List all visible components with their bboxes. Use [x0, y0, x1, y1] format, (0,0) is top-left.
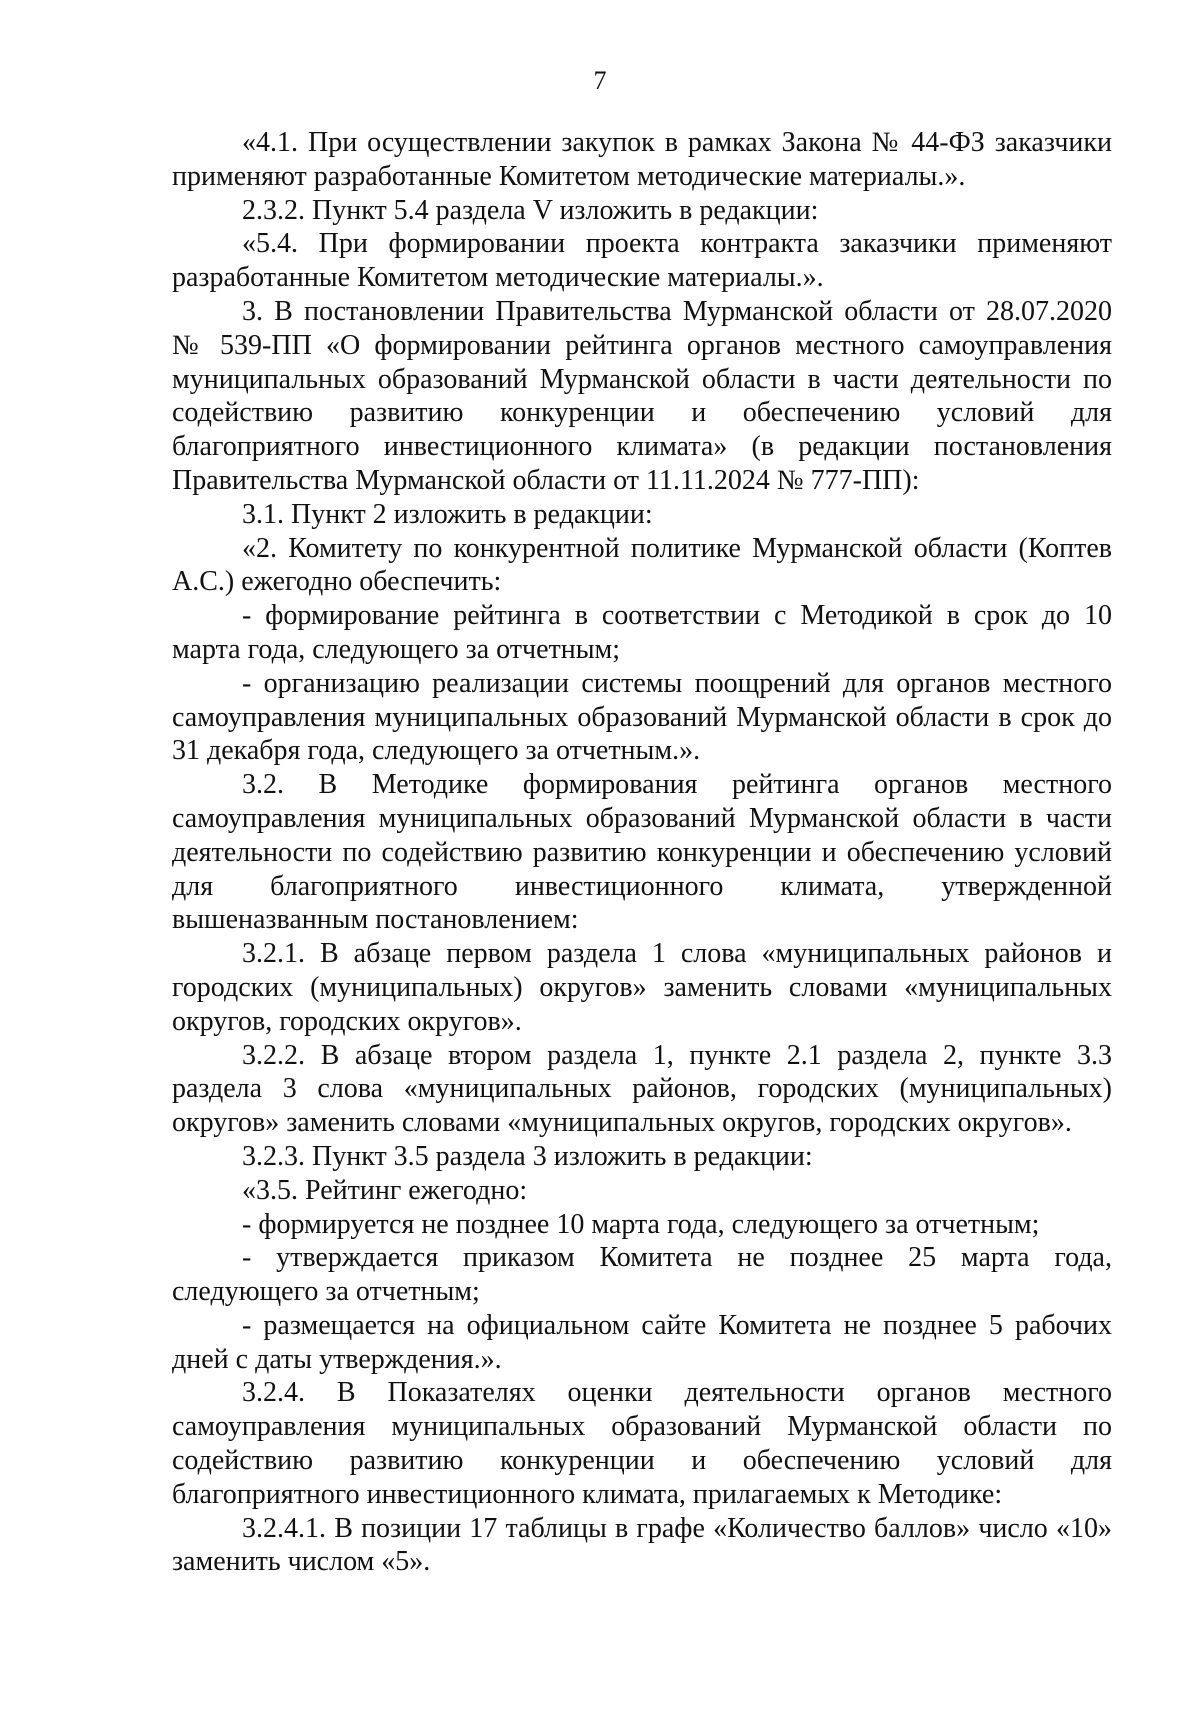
paragraph: «5.4. При формировании проекта контракта заказчики применяют разработанные Комитетом методические материалы.». — [172, 228, 1112, 294]
paragraph: 3.2.3. Пункт 3.5 раздела 3 изложить в редакции: — [242, 1140, 813, 1172]
paragraph: - формирование рейтинга в соответствии с Методикой в срок до 10 марта года, следующего за отчетным; — [172, 600, 1112, 665]
page-number: 7 — [593, 66, 607, 95]
paragraph: «2. Комитету по конкурентной политике Мурманской области (Коптев А.С.) ежегодно обеспечить: — [172, 532, 1112, 598]
paragraph: 3. В постановлении Правительства Мурманской области от 28.07.2020 № 539-ПП «О формировании рейтинга органов местного самоуправления муниципальных образований Мурманской области в части деятельности по содействию развитию конкуренции и обеспечению условий для благоприятного инвестиционного климата» (в редакции постановления Правительства Мурманской области от 11.11.2024 № 777-ПП): — [172, 295, 1112, 496]
paragraph: - утверждается приказом Комитета не позднее 25 марта года, следующего за отчетным; — [172, 1242, 1112, 1308]
paragraph: - формируется не позднее 10 марта года, следующего за отчетным; — [242, 1208, 1040, 1240]
paragraph: «3.5. Рейтинг ежегодно: — [242, 1174, 528, 1206]
paragraph: «4.1. При осуществлении закупок в рамках Закона № 44-ФЗ заказчики применяют разработанные Комитетом методические материалы.». — [172, 127, 1112, 192]
paragraph: - размещается на официальном сайте Комитета не позднее 5 рабочих дней с даты утверждения.». — [172, 1309, 1112, 1375]
document-body — [172, 126, 1112, 1579]
paragraph: - организацию реализации системы поощрений для органов местного самоуправления муниципальных образований Мурманской области в срок до 31 декабря года, следующего за отчетным.». — [172, 667, 1112, 767]
paragraph: 3.2.4. В Показателях оценки деятельности органов местного самоуправления муниципальных образований Мурманской области по содействию развитию конкуренции и обеспечению условий для благоприятного инвестиционного климата, прилагаемых к Методике: — [172, 1377, 1112, 1510]
paragraph: 3.2.2. В абзаце втором раздела 1, пункте 2.1 раздела 2, пункте 3.3 раздела 3 слова «муниципальных районов, городских (муниципальных) округов» заменить словами «муниципальных округов, городских округов». — [172, 1039, 1112, 1139]
paragraph: 3.2. В Методике формирования рейтинга органов местного самоуправления муниципальных образований Мурманской области в части деятельности по содействию развитию конкуренции и обеспечению условий для благоприятного инвестиционного климата, утвержденной вышеназванным постановлением: — [172, 769, 1112, 936]
paragraph: 3.2.1. В абзаце первом раздела 1 слова «муниципальных районов и городских (муниципальных) округов» заменить словами «муниципальных округов, городских округов». — [172, 938, 1112, 1037]
paragraph: 2.3.2. Пункт 5.4 раздела V изложить в редакции: — [242, 194, 819, 226]
paragraph: 3.2.4.1. В позиции 17 таблицы в графе «Количество баллов» число «10» заменить числом «5». — [172, 1512, 1112, 1578]
paragraph: 3.1. Пункт 2 изложить в редакции: — [242, 498, 653, 530]
